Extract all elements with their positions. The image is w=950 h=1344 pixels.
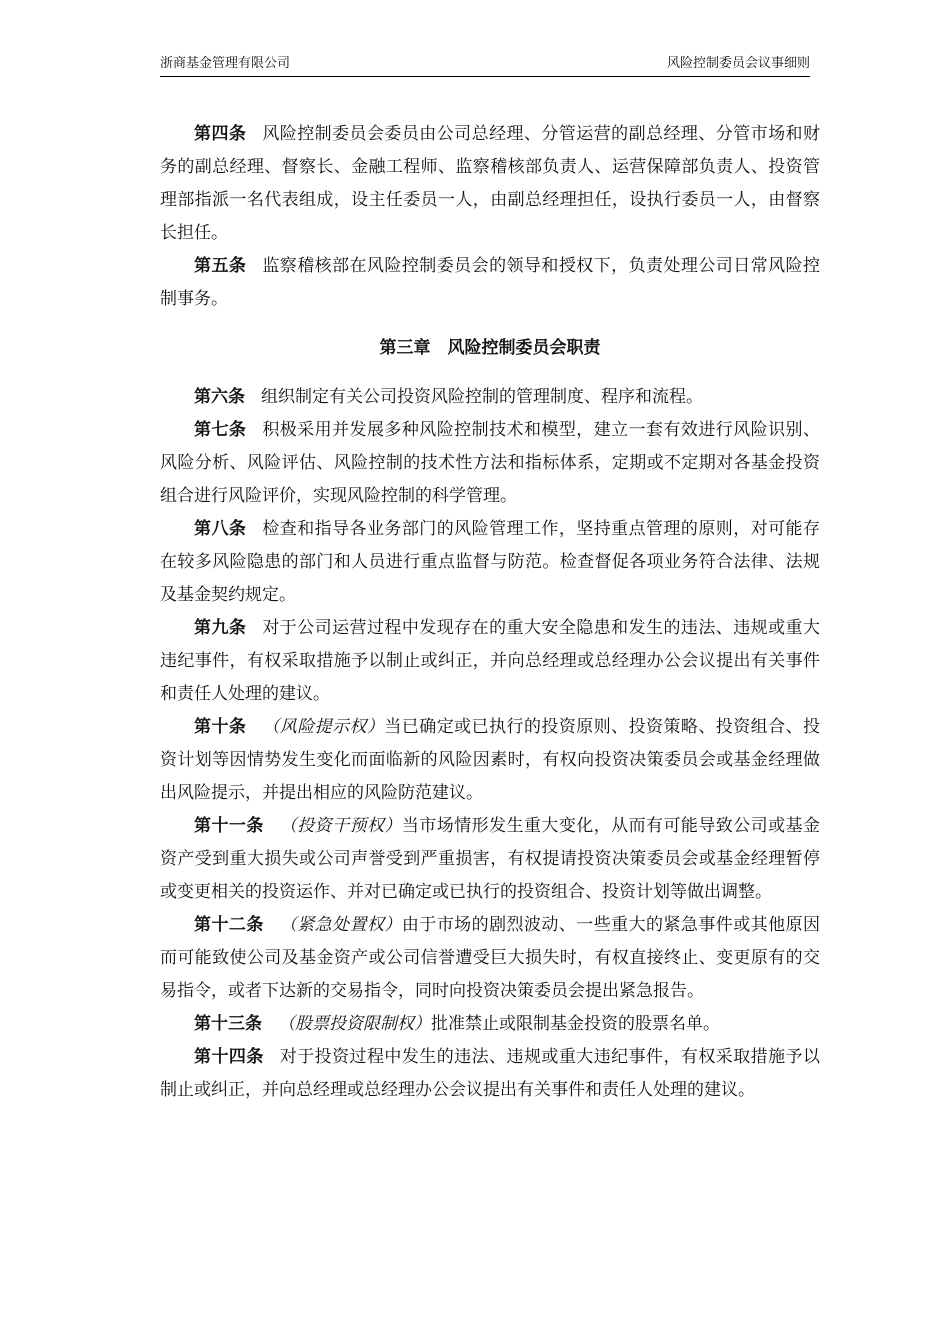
article-text: 积极采用并发展多种风险控制技术和模型，建立一套有效进行风险识别、风险分析、风险评估、风险控制的技术性方法和指标体系，定期或不定期对各基金投资组合进行风险评价，实现风险控制的科学管理。 bbox=[160, 420, 821, 506]
article-label: 第十一条 bbox=[194, 816, 264, 836]
article-label: 第九条 bbox=[194, 618, 247, 638]
article-12 bbox=[160, 909, 820, 1008]
article-7 bbox=[160, 414, 820, 513]
header-company: 浙商基金管理有限公司 bbox=[160, 56, 291, 71]
article-text: 风险控制委员会委员由公司总经理、分管运营的副总经理、分管市场和财务的副总经理、督察长、金融工程师、监察稽核部负责人、运营保障部负责人、投资管理部指派一名代表组成，设主任委员一人，由副总经理担任，设执行委员一人，由督察长担任。 bbox=[160, 124, 821, 243]
article-note: （股票投资限制权） bbox=[278, 1014, 431, 1034]
chapter-heading: 第三章 风险控制委员会职责 bbox=[379, 338, 601, 358]
article-label: 第七条 bbox=[194, 420, 247, 440]
article-text: 当已确定或已执行的投资原则、投资策略、投资组合、投资计划等因情势发生变化而面临新的风险因素时，有权向投资决策委员会或基金经理做出风险提示，并提出相应的风险防范建议。 bbox=[160, 717, 821, 803]
article-text: 由于市场的剧烈波动、一些重大的紧急事件或其他原因而可能致使公司及基金资产或公司信誉遭受巨大损失时，有权直接终止、变更原有的交易指令，或者下达新的交易指令，同时向投资决策委员会提出紧急报告。 bbox=[160, 915, 821, 1001]
article-6 bbox=[160, 381, 820, 414]
article-text: 对于公司运营过程中发现存在的重大安全隐患和发生的违法、违规或重大违纪事件，有权采取措施予以制止或纠正，并向总经理或总经理办公会议提出有关事件和责任人处理的建议。 bbox=[160, 618, 821, 704]
article-11 bbox=[160, 810, 820, 909]
article-note: （风险提示权） bbox=[262, 717, 385, 737]
article-text: 当市场情形发生重大变化，从而有可能导致公司或基金资产受到重大损失或公司声誉受到严重损害，有权提请投资决策委员会或基金经理暂停或变更相关的投资运作、并对已确定或已执行的投资组合、投资计划等做出调整。 bbox=[160, 816, 821, 902]
article-9 bbox=[160, 612, 820, 711]
article-14 bbox=[160, 1041, 820, 1107]
article-4 bbox=[160, 118, 820, 250]
article-text: 组织制定有关公司投资风险控制的管理制度、程序和流程。 bbox=[261, 387, 703, 407]
article-13 bbox=[160, 1008, 820, 1041]
article-label: 第五条 bbox=[194, 256, 247, 276]
article-label: 第十三条 bbox=[194, 1014, 262, 1034]
article-label: 第八条 bbox=[194, 519, 247, 539]
article-label: 第十四条 bbox=[194, 1047, 264, 1067]
article-5 bbox=[160, 250, 820, 316]
article-text: 监察稽核部在风险控制委员会的领导和授权下，负责处理公司日常风险控制事务。 bbox=[160, 256, 821, 309]
article-note: （投资干预权） bbox=[279, 816, 402, 836]
article-note: （紧急处置权） bbox=[279, 915, 402, 935]
article-8 bbox=[160, 513, 820, 612]
document-body bbox=[160, 118, 820, 1107]
article-10 bbox=[160, 711, 820, 810]
article-text: 批准禁止或限制基金投资的股票名单。 bbox=[431, 1014, 720, 1034]
article-label: 第四条 bbox=[194, 124, 247, 144]
article-label: 第六条 bbox=[194, 387, 245, 407]
header-doc-title: 风险控制委员会议事细则 bbox=[666, 56, 810, 71]
article-text: 检查和指导各业务部门的风险管理工作，坚持重点管理的原则，对可能存在较多风险隐患的部门和人员进行重点监督与防范。检查督促各项业务符合法律、法规及基金契约规定。 bbox=[160, 519, 821, 605]
article-text: 对于投资过程中发生的违法、违规或重大违纪事件，有权采取措施予以制止或纠正，并向总经理或总经理办公会议提出有关事件和责任人处理的建议。 bbox=[160, 1047, 820, 1100]
page-header bbox=[160, 54, 810, 77]
article-label: 第十二条 bbox=[194, 915, 264, 935]
article-label: 第十条 bbox=[194, 717, 247, 737]
